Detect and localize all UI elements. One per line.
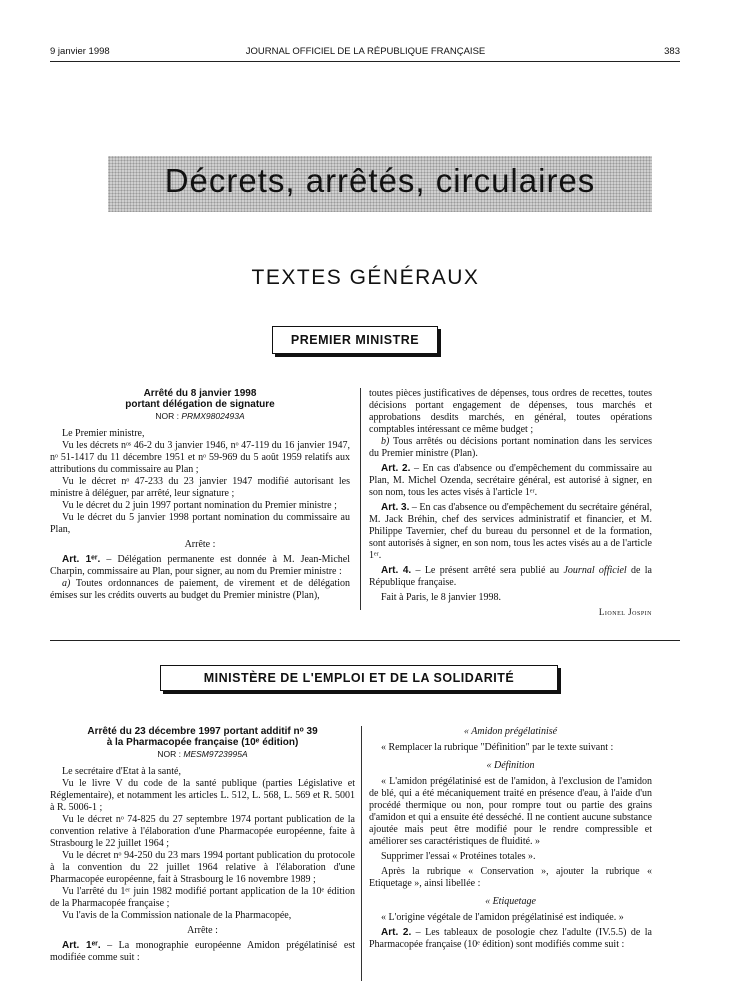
arrete2-left-column [50,726,355,964]
arrete1-nor-label: NOR : [155,411,179,421]
arrete2-art1-text: – La monographie européenne Amidon prégélatinisé est modifiée comme suit : [50,940,355,963]
arrete1-fait: Fait à Paris, le 8 janvier 1998. [381,592,501,603]
arrete2-apres: Après la rubrique « Conservation », ajouter la rubrique « Etiquetage », ainsi libellée : [369,866,652,889]
arrete2-visa-3: Vu le décret nᵒ 94-250 du 23 mars 1994 portant publication du protocole à la convention du 22 juillet 1964 relative à l'élaboration d'une Pharmacopée européenne, fait à Strasbourg le 16 novembre 1989 ; [50,850,355,885]
arrete2-nor [50,748,355,760]
arrete2-visa-2: Vu le décret nᵒ 74-825 du 27 septembre 1974 portant publication de la convention relative à l'élaboration d'une Pharmacopée européenne, faite à Strasbourg le 22 juillet 1964 ; [50,814,355,849]
arrete2-nor-code: MESM9723995A [183,749,248,759]
arrete1-article-4 [369,565,652,589]
arrete2-heading-definition: « Définition [486,760,535,771]
arrete1-art4-journal: Journal officiel [563,565,627,576]
header-date: 9 janvier 1998 [50,46,110,57]
arrete2-art1-label: Art. 1ᵉʳ. [62,940,101,951]
arrete2-title [50,726,355,748]
arrete1-art1-label: Art. 1ᵉʳ. [62,554,101,565]
arrete2-visa-0: Le secrétaire d'Etat à la santé, [62,766,181,777]
arrete1-art4-label: Art. 4. [381,565,412,576]
arrete2-article-1 [50,940,355,964]
arrete1-art2-text: – En cas d'absence ou d'empêchement du commissaire au Plan, M. Michel Ozenda, secrétaire général, est autorisé à signer, en son nom, tous les actes visés à l'article 1ᵉʳ. [369,463,653,498]
arrete1-visa-4: Vu le décret du 5 janvier 1998 portant nomination du commissaire au Plan, [50,512,350,535]
section-title: TEXTES GÉNÉRAUX [251,266,480,289]
arrete1-continuation: toutes pièces justificatives de dépenses, tous ordres de recettes, toutes décisions portant engagement de dépenses, tous marchés et approbations desdits marchés, en général, toutes opérations comptables intéressant ce même budget ; [369,388,652,435]
column-divider-1 [360,388,361,610]
arrete1-article-3 [369,502,652,562]
arrete2-heading-etiquetage: « Etiquetage [485,896,536,907]
arrete1-visa-2: Vu le décret nᵒ 47-233 du 23 janvier 1947 modifié autorisant les ministre à déléguer, par arrêté, leur signature ; [50,476,350,499]
arrete1-article-1a [50,578,350,602]
arrete1-art1a-text: Toutes ordonnances de paiement, de virement et de délégation émises sur les crédits ouverts au budget du Premier ministre (Plan), [50,578,350,601]
arrete1-article-2 [369,463,652,499]
arrete2-arrete-word: Arrête : [187,925,218,936]
arrete2-visa-1: Vu le livre V du code de la santé publique (parties Législative et Réglementaire), et notamment les articles L. 512, L. 568, L. 569 et R. 5001 à R. 5006-1 ; [50,778,355,813]
arrete2-origine: « L'origine végétale de l'amidon prégélatinisé est indiquée. » [381,912,624,923]
arrete1-left-column [50,388,350,602]
header-rule [50,61,680,62]
arrete1-nor [50,410,350,422]
arrete2-right-column [369,726,652,951]
arrete2-remplacer: « Remplacer la rubrique "Définition" par le texte suivant : [381,742,614,753]
arrete1-visa-0: Le Premier ministre, [62,428,145,439]
arrete2-article-2 [369,927,652,951]
column-divider-2 [361,726,362,981]
header-page: 383 [664,46,680,57]
arrete1-visa-1: Vu les décrets nᵒˢ 46-2 du 3 janvier 1946, nᵒ 47-119 du 16 janvier 1947, nᵒ 51-1417 du 11 décembre 1951 et nᵒ 59-969 du 5 août 1959 relatifs aux attributions du commissaire au Plan ; [50,440,350,475]
arrete1-arrete-word: Arrête : [184,539,216,550]
header-journal: JOURNAL OFFICIEL DE LA RÉPUBLIQUE FRANÇAISE [245,46,486,57]
arrete2-heading-amidon: « Amidon prégélatinisé [463,726,558,737]
ministry-box-emploi-solidarite: MINISTÈRE DE L'EMPLOI ET DE LA SOLIDARITÉ [160,665,558,691]
arrete1-art3-text: – En cas d'absence ou d'empêchement du secrétaire général, M. Jack Bréhin, chef des services administratif et financier, et M. Philippe Tavernier, chef du bureau du personnel et de la formation, sont autorisés à signer, en son nom, tous les actes visés au a de l'article 1ᵉʳ. [369,502,652,561]
arrete2-nor-label: NOR : [157,749,181,759]
arrete1-art1-text: – Délégation permanente est donnée à M. Jean-Michel Charpin, commissaire au Plan, pour signer, au nom du Premier ministre : [50,554,350,577]
ministry-box-premier-ministre: PREMIER MINISTRE [272,326,438,354]
arrete1-article-1b [369,436,652,460]
arrete2-title-line2: à la Pharmacopée française (10ᵉ édition) [106,737,299,748]
banner-title: Décrets, arrêtés, circulaires [164,162,596,199]
arrete1-art2-label: Art. 2. [381,463,411,474]
arrete1-visa-3: Vu le décret du 2 juin 1997 portant nomination du Premier ministre ; [62,500,337,511]
arrete1-art4-text-b: de la République française. [369,565,652,588]
arrete1-title-line2: portant délégation de signature [125,399,275,410]
arrete2-supprimer: Supprimer l'essai « Protéines totales ». [381,851,536,862]
arrete1-right-column [369,388,652,618]
arrete1-article-1 [50,554,350,578]
arrete2-art2-text: – Les tableaux de posologie chez l'adulte (IV.5.5) de la Pharmacopée française (10ᵉ édition) sont modifiés comme suit : [369,927,652,950]
arrete1-art1a-label: a) [62,578,71,589]
arrete2-visa-4: Vu l'arrêté du 1ᵉʳ juin 1982 modifié portant application de la 10ᵉ édition de la Pharmacopée française ; [50,886,355,909]
arrete1-title [50,388,350,410]
arrete1-signature: Lionel Jospin [598,607,652,617]
arrete2-title-line1: Arrêté du 23 décembre 1997 portant additif nᵒ 39 [87,726,318,737]
arrete1-art1b-text: Tous arrêtés ou décisions portant nomination dans les services du Premier ministre (Plan). [369,436,652,459]
arrete1-nor-code: PRMX9802493A [181,411,245,421]
arrete2-definition-text: « L'amidon prégélatinisé est de l'amidon, à l'exclusion de l'amidon de blé, qui a été mécaniquement traité en présence d'eau, à l'aide d'un procédé thermique ou non, pour rompre tout ou partie des grains d'amidon et qui a ensuite été desséché. Il ne contient aucune substance ajoutée mais peut être modifié pour le rendre compressible et améliorer ses caractéristiques de fluidité. » [369,776,652,847]
arrete1-title-line1: Arrêté du 8 janvier 1998 [143,388,257,399]
arrete1-art3-label: Art. 3. [381,502,410,513]
arrete2-art2-label: Art. 2. [381,927,412,938]
arrete2-visa-5: Vu l'avis de la Commission nationale de la Pharmacopée, [62,910,292,921]
arrete1-art1b-label: b) [381,436,390,447]
arrete1-art4-text-a: – Le présent arrêté sera publié au [411,565,564,576]
section-rule [50,640,680,641]
